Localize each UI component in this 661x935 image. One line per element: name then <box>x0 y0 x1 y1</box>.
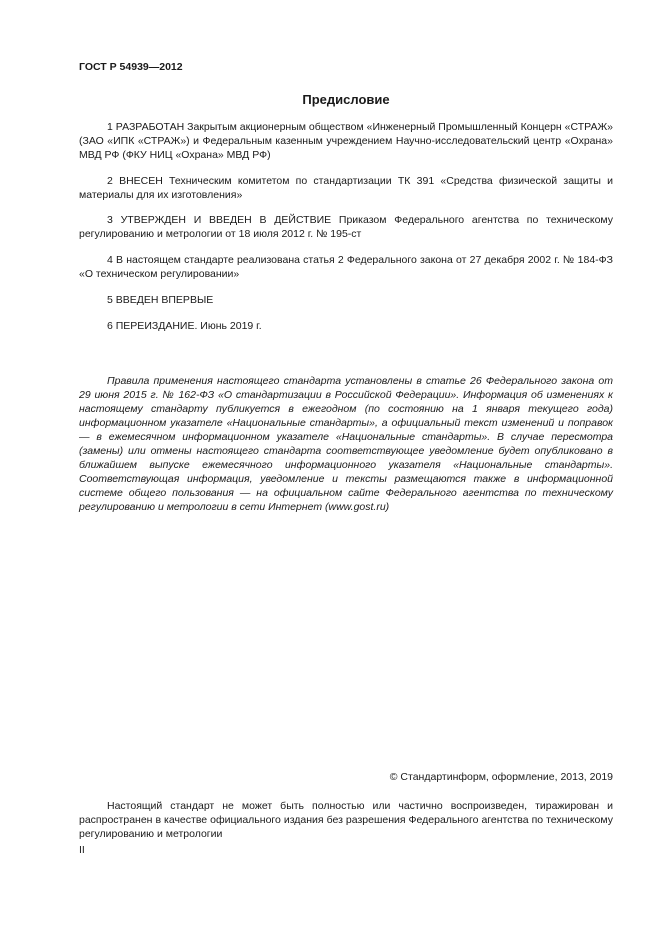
application-notice: Правила применения настоящего стандарта установлены в статье 26 Федерального закона от 29 июня 2015 г. № 162-ФЗ «О стандартизации в Российской Федерации». Информация об изменениях к настоящему стандарту публикуется в ежегодном (по состоянию на 1 января текущего года) информационном указателе «Национальные стандарты», а официальный текст изменений и поправок — в ежемесячном информационном указателе «Национальные стандарты». В случае пересмотра (замены) или отмены настоящего стандарта соответствующее уведомление будет опубликовано в ближайшем выпуске ежемесячного информационного указателя «Национальные стандарты». Соответствующая информация, уведомление и тексты размещаются также в информационной системе общего пользования — на официальном сайте Федерального агентства по техническому регулированию и метрологии в сети Интернет (www.gost.ru) <box>79 375 613 513</box>
preface-item-5: 5 ВВЕДЕН ВПЕРВЫЕ <box>107 294 214 306</box>
page-number: II <box>79 844 85 856</box>
preface-item-6: 6 ПЕРЕИЗДАНИЕ. Июнь 2019 г. <box>107 320 262 332</box>
reproduction-notice: Настоящий стандарт не может быть полностью или частично воспроизведен, тиражирован и распространен в качестве официального издания без разрешения Федерального агентства по техническому регулированию и метрологии <box>79 800 613 840</box>
preface-item-2: 2 ВНЕСЕН Техническим комитетом по стандартизации ТК 391 «Средства физической защиты и материалы для их изготовления» <box>79 175 613 201</box>
preface-item-3: 3 УТВЕРЖДЕН И ВВЕДЕН В ДЕЙСТВИЕ Приказом Федерального агентства по техническому регулированию и метрологии от 18 июля 2012 г. № 195-ст <box>79 214 613 240</box>
copyright-line: © Стандартинформ, оформление, 2013, 2019 <box>389 771 613 783</box>
preface-title: Предисловие <box>302 92 390 107</box>
preface-item-4: 4 В настоящем стандарте реализована статья 2 Федерального закона от 27 декабря 2002 г. № 184-ФЗ «О техническом регулировании» <box>79 254 613 280</box>
document-code: ГОСТ Р 54939—2012 <box>79 61 183 73</box>
preface-item-1: 1 РАЗРАБОТАН Закрытым акционерным обществом «Инженерный Промышленный Концерн «СТРАЖ» (ЗАО «ИПК «СТРАЖ») и Федеральным казенным учреждением Научно-исследовательский центр «Охрана» МВД РФ (ФКУ НИЦ «Охрана» МВД РФ) <box>79 121 613 161</box>
